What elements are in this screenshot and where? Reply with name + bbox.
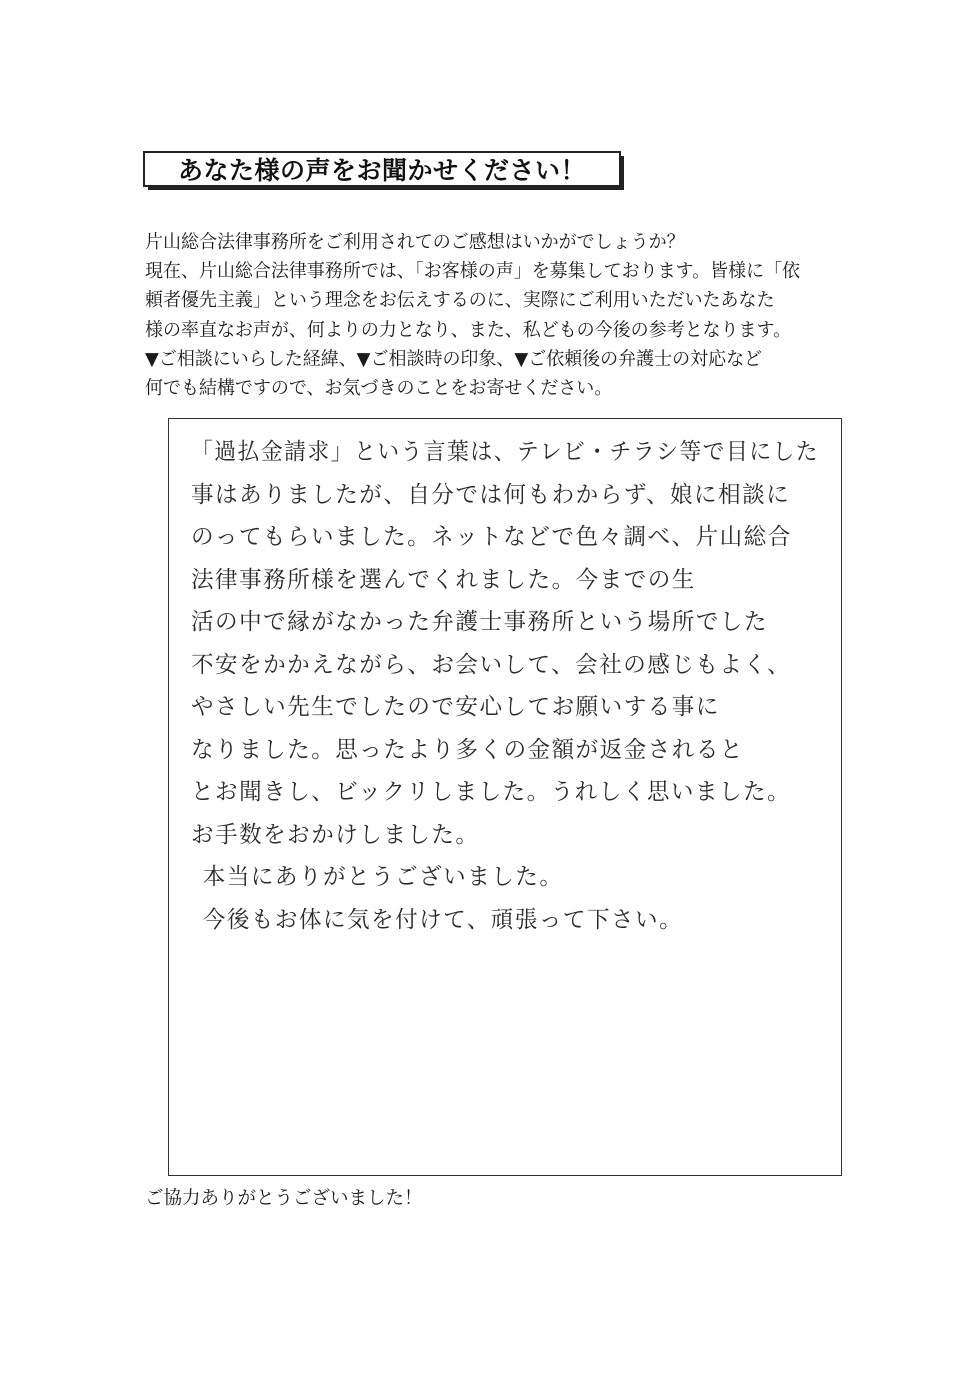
intro-paragraph	[145, 228, 865, 403]
intro-line: ▼ご相談にいらした経緯、▼ご相談時の印象、▼ご依頼後の弁護士の対応など	[145, 348, 763, 370]
intro-line: 様の率直なお声が、何よりの力となり、また、私どもの今後の参考となります。	[145, 319, 792, 341]
intro-line: 現在、片山総合法律事務所では、「お客様の声」を募集しております。皆様に「依	[145, 261, 801, 283]
comment-line: なりました。思ったより多くの金額が返金されると	[191, 736, 744, 763]
comment-line: 不安をかかえながら、お会いして、会社の感じもよく、	[191, 651, 792, 678]
comment-box	[168, 418, 842, 1176]
handwritten-comment	[191, 431, 831, 941]
comment-line: お手数をおかけしました。	[191, 821, 480, 848]
title-banner-box	[143, 151, 621, 187]
intro-line: 何でも結構ですので、お気づきのことをお寄せください。	[145, 378, 613, 400]
title-banner	[143, 151, 625, 191]
comment-line: 今後もお体に気を付けて、頑張って下さい。	[202, 906, 684, 933]
comment-line: 事はありましたが、自分では何もわからず、娘に相談に	[191, 481, 791, 508]
intro-line: 頼者優先主義」という理念をお伝えするのに、実際にご利用いただいたあなた	[145, 290, 775, 312]
intro-line: 片山総合法律事務所をご利用されてのご感想はいかがでしょうか？	[145, 232, 685, 253]
comment-line: 活の中で縁がなかった弁護士事務所という場所でした	[191, 609, 768, 635]
comment-line: やさしい先生でしたので安心してお願いする事に	[191, 694, 720, 720]
comment-line: とお聞きし、ビックリしました。うれしく思いました。	[191, 779, 792, 805]
comment-line: 本当にありがとうございました。	[202, 864, 564, 890]
page-title: あなた様の声をお聞かせください！	[177, 156, 586, 185]
comment-line: 法律事務所様を選んでくれました。今までの生	[191, 566, 696, 593]
thanks-message: ご協力ありがとうございました！	[145, 1188, 423, 1209]
comment-line: 「過払金請求」という言葉は、テレビ・チラシ等で目にした	[191, 439, 820, 465]
comment-line: のってもらいました。ネットなどで色々調べ、片山総合	[191, 524, 792, 550]
